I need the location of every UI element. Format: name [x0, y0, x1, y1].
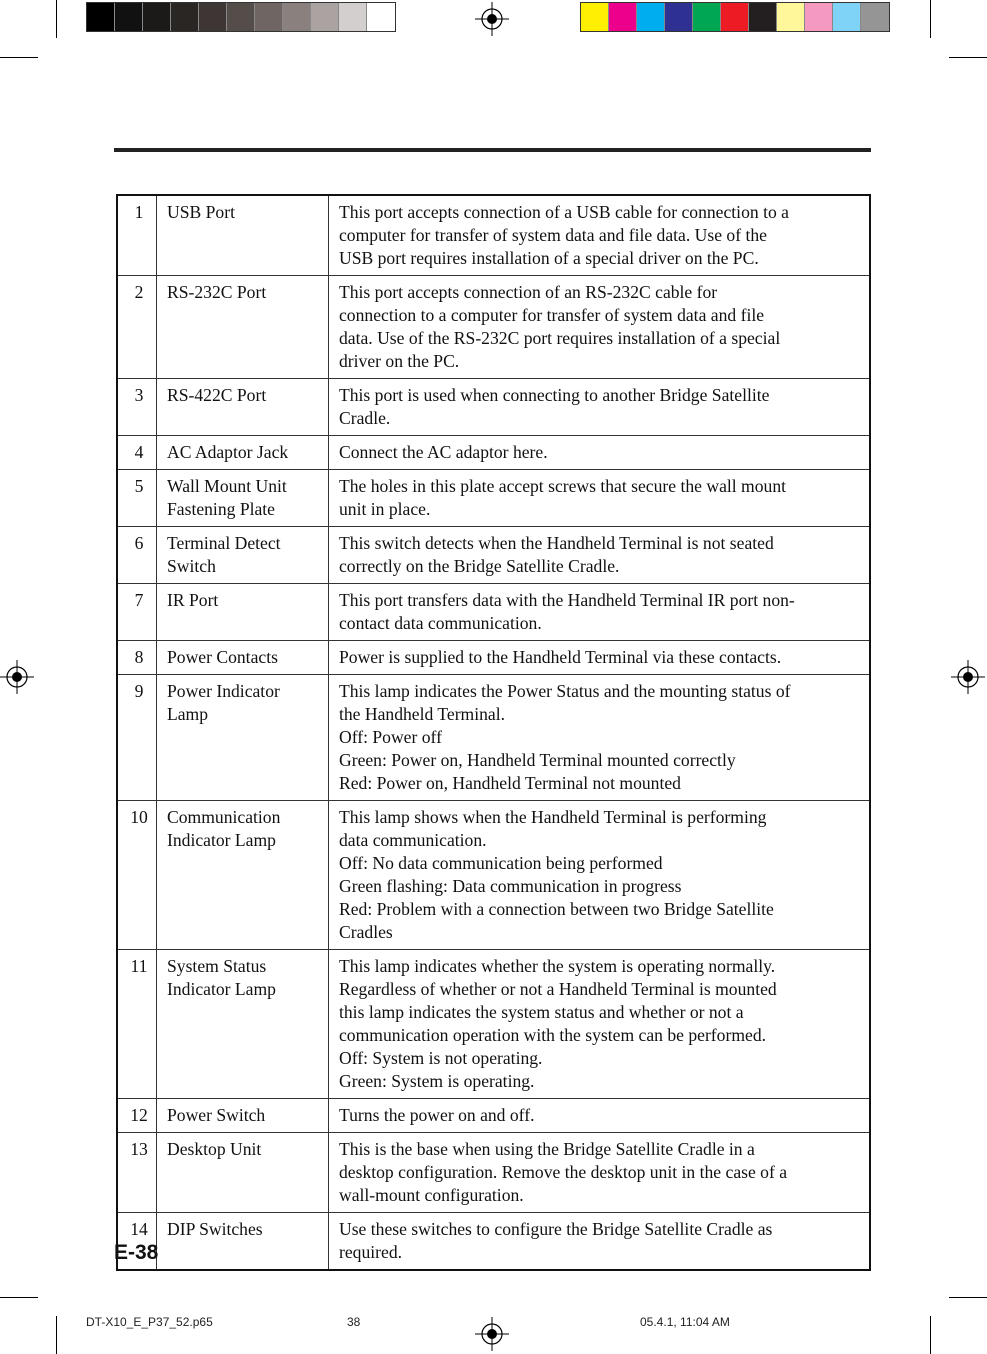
item-name-line: Indicator Lamp [167, 830, 276, 850]
table-row [117, 436, 870, 470]
crop-mark [56, 1316, 57, 1354]
crop-mark [930, 1316, 931, 1354]
item-description-line: required. [339, 1242, 403, 1262]
gray-swatch [143, 3, 171, 31]
item-name-line: AC Adaptor Jack [167, 442, 289, 462]
item-description [329, 584, 871, 641]
item-name-line: Desktop Unit [167, 1139, 262, 1159]
item-description-line: Use these switches to configure the Bridge Satellite Cradle as [339, 1219, 773, 1239]
process-color-bar [580, 2, 890, 32]
item-description-line: Off: System is not operating. [339, 1048, 543, 1068]
color-swatch [581, 3, 609, 31]
item-name-line: Communication [167, 807, 281, 827]
item-name [157, 1099, 329, 1133]
item-description-line: Off: No data communication being performed [339, 853, 663, 873]
table-row [117, 1099, 870, 1133]
table-row [117, 527, 870, 584]
item-name-line: Lamp [167, 704, 209, 724]
item-description [329, 527, 871, 584]
gray-swatch [199, 3, 227, 31]
item-number: 9 [117, 675, 157, 801]
item-number: 10 [117, 801, 157, 950]
item-name [157, 527, 329, 584]
table-row [117, 379, 870, 436]
item-description [329, 950, 871, 1099]
item-description [329, 276, 871, 379]
gray-swatch [311, 3, 339, 31]
registration-mark-icon [475, 2, 509, 36]
item-description [329, 1133, 871, 1213]
item-description-line: the Handheld Terminal. [339, 704, 506, 724]
item-name [157, 379, 329, 436]
item-description [329, 470, 871, 527]
color-swatch [665, 3, 693, 31]
item-number: 12 [117, 1099, 157, 1133]
item-description-line: driver on the PC. [339, 351, 460, 371]
item-name [157, 675, 329, 801]
item-description-line: This switch detects when the Handheld Terminal is not seated [339, 533, 774, 553]
item-description-line: data communication. [339, 830, 487, 850]
item-description-line: Cradle. [339, 408, 391, 428]
item-name-line: Terminal Detect [167, 533, 281, 553]
color-swatch [861, 3, 889, 31]
item-name-line: Power Indicator [167, 681, 280, 701]
item-description [329, 641, 871, 675]
item-number: 4 [117, 436, 157, 470]
crop-mark [0, 57, 38, 58]
item-name-line: Fastening Plate [167, 499, 275, 519]
gray-swatch [171, 3, 199, 31]
item-name-line: Power Switch [167, 1105, 266, 1125]
item-number: 14 [117, 1213, 157, 1271]
table-row [117, 950, 870, 1099]
item-description-line: communication operation with the system can be performed. [339, 1025, 767, 1045]
item-name-line: IR Port [167, 590, 219, 610]
item-description [329, 1099, 871, 1133]
item-description-line: USB port requires installation of a special driver on the PC. [339, 248, 759, 268]
color-swatch [833, 3, 861, 31]
item-description-line: This lamp shows when the Handheld Terminal is performing [339, 807, 767, 827]
item-description-line: Green: Power on, Handheld Terminal mounted correctly [339, 750, 736, 770]
item-number: 7 [117, 584, 157, 641]
slug-page: 38 [347, 1315, 361, 1329]
color-swatch [693, 3, 721, 31]
item-name-line: Indicator Lamp [167, 979, 276, 999]
item-name-line: RS-232C Port [167, 282, 267, 302]
item-description-line: contact data communication. [339, 613, 542, 633]
item-description-line: Red: Problem with a connection between two Bridge Satellite [339, 899, 774, 919]
item-name [157, 641, 329, 675]
component-description-table [116, 194, 871, 1271]
page-number: E-38 [114, 1241, 159, 1264]
item-name-line: Power Contacts [167, 647, 278, 667]
item-name [157, 1213, 329, 1271]
slug-datetime: 05.4.1, 11:04 AM [640, 1315, 730, 1329]
item-name [157, 801, 329, 950]
table-row [117, 801, 870, 950]
item-description-line: desktop configuration. Remove the desktop unit in the case of a [339, 1162, 788, 1182]
item-description [329, 195, 871, 276]
crop-mark [949, 57, 987, 58]
item-description-line: This port accepts connection of a USB cable for connection to a [339, 202, 789, 222]
item-description-line: Green: System is operating. [339, 1071, 535, 1091]
item-name-line: System Status [167, 956, 267, 976]
item-number: 3 [117, 379, 157, 436]
color-swatch [749, 3, 777, 31]
item-description-line: connection to a computer for transfer of system data and file [339, 305, 765, 325]
color-swatch [777, 3, 805, 31]
item-description-line: Power is supplied to the Handheld Terminal via these contacts. [339, 647, 782, 667]
table-row [117, 1213, 870, 1271]
item-description-line: This port is used when connecting to another Bridge Satellite [339, 385, 770, 405]
item-name [157, 950, 329, 1099]
header-rule [114, 148, 871, 152]
item-description-line: Off: Power off [339, 727, 442, 747]
table-row [117, 1133, 870, 1213]
table-row [117, 470, 870, 527]
item-name-line: USB Port [167, 202, 235, 222]
item-description-line: Red: Power on, Handheld Terminal not mounted [339, 773, 681, 793]
gray-swatch [87, 3, 115, 31]
item-number: 5 [117, 470, 157, 527]
table-row [117, 584, 870, 641]
color-swatch [805, 3, 833, 31]
item-description-line: This lamp indicates the Power Status and the mounting status of [339, 681, 791, 701]
item-description [329, 436, 871, 470]
gray-swatch [283, 3, 311, 31]
item-number: 8 [117, 641, 157, 675]
item-name [157, 470, 329, 527]
item-number: 11 [117, 950, 157, 1099]
item-description-line: this lamp indicates the system status and whether or not a [339, 1002, 744, 1022]
registration-mark-icon [951, 660, 985, 694]
item-description-line: This is the base when using the Bridge Satellite Cradle in a [339, 1139, 755, 1159]
item-description [329, 801, 871, 950]
crop-mark [0, 1297, 38, 1298]
item-name [157, 276, 329, 379]
gray-swatch [227, 3, 255, 31]
gray-swatch [115, 3, 143, 31]
item-name-line: Wall Mount Unit [167, 476, 287, 496]
item-description-line: wall-mount configuration. [339, 1185, 524, 1205]
item-description [329, 1213, 871, 1271]
item-description-line: computer for transfer of system data and file data. Use of the [339, 225, 767, 245]
item-name [157, 195, 329, 276]
item-name-line: DIP Switches [167, 1219, 263, 1239]
item-number: 1 [117, 195, 157, 276]
item-name-line: RS-422C Port [167, 385, 267, 405]
gray-swatch [339, 3, 367, 31]
grayscale-color-bar [86, 2, 396, 32]
item-description-line: This lamp indicates whether the system is operating normally. [339, 956, 776, 976]
item-description-line: The holes in this plate accept screws that secure the wall mount [339, 476, 787, 496]
item-description-line: Regardless of whether or not a Handheld Terminal is mounted [339, 979, 777, 999]
gray-swatch [367, 3, 395, 31]
slug-filename: DT-X10_E_P37_52.p65 [86, 1315, 213, 1329]
item-name [157, 584, 329, 641]
item-description-line: This port accepts connection of an RS-232C cable for [339, 282, 718, 302]
crop-mark [56, 0, 57, 38]
gray-swatch [255, 3, 283, 31]
item-name [157, 436, 329, 470]
table-row [117, 195, 870, 276]
item-description-line: Cradles [339, 922, 393, 942]
item-number: 6 [117, 527, 157, 584]
color-swatch [637, 3, 665, 31]
registration-mark-icon [475, 1317, 509, 1351]
table-row [117, 641, 870, 675]
table-row [117, 675, 870, 801]
item-description-line: unit in place. [339, 499, 431, 519]
item-name-line: Switch [167, 556, 216, 576]
item-description [329, 379, 871, 436]
table-row [117, 276, 870, 379]
item-description-line: Connect the AC adaptor here. [339, 442, 548, 462]
item-description-line: data. Use of the RS-232C port requires installation of a special [339, 328, 781, 348]
color-swatch [609, 3, 637, 31]
item-description-line: This port transfers data with the Handheld Terminal IR port non- [339, 590, 795, 610]
item-name [157, 1133, 329, 1213]
item-number: 13 [117, 1133, 157, 1213]
item-description-line: Turns the power on and off. [339, 1105, 535, 1125]
item-description [329, 675, 871, 801]
item-number: 2 [117, 276, 157, 379]
registration-mark-icon [0, 660, 34, 694]
item-description-line: correctly on the Bridge Satellite Cradle. [339, 556, 620, 576]
crop-mark [930, 0, 931, 38]
color-swatch [721, 3, 749, 31]
item-description-line: Green flashing: Data communication in progress [339, 876, 682, 896]
crop-mark [949, 1297, 987, 1298]
